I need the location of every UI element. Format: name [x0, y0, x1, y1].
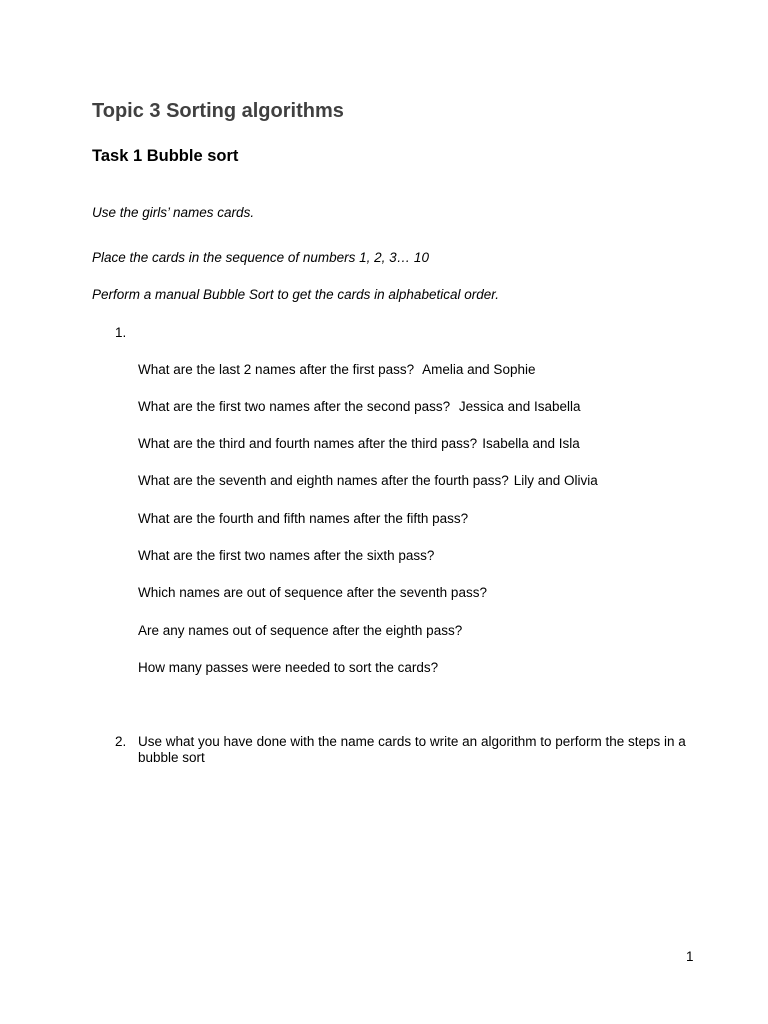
answer-text: Lily and Olivia — [513, 473, 598, 488]
item-2-text: Use what you have done with the name cards to write an algorithm to perform the steps in a bubble sort — [138, 734, 686, 765]
page-number: 1 — [686, 949, 694, 964]
question-3 — [138, 436, 580, 451]
question-2 — [138, 399, 580, 414]
question-text: What are the fourth and fifth names after the fifth pass? — [138, 511, 469, 526]
answer-text: Jessica and Isabella — [455, 399, 581, 414]
question-text: How many passes were needed to sort the cards? — [138, 660, 439, 675]
task-heading: Task 1 Bubble sort — [92, 147, 239, 165]
question-text: What are the last 2 names after the first pass? — [138, 362, 415, 377]
list-number-2: 2. — [115, 734, 127, 749]
question-text: What are the first two names after the sixth pass? — [138, 548, 435, 563]
page-title: Topic 3 Sorting algorithms — [92, 100, 344, 122]
question-7 — [138, 585, 492, 600]
question-text: Which names are out of sequence after the seventh pass? — [138, 585, 487, 600]
question-8 — [138, 623, 467, 638]
question-6 — [138, 548, 439, 563]
list-number-1: 1. — [115, 325, 127, 340]
question-4 — [138, 473, 598, 488]
instruction-1: Use the girls’ names cards. — [92, 205, 255, 220]
question-text: Are any names out of sequence after the eighth pass? — [138, 623, 463, 638]
question-text: What are the third and fourth names after the third pass? — [138, 436, 478, 451]
question-9 — [138, 660, 443, 675]
answer-text: Amelia and Sophie — [419, 362, 536, 377]
question-text: What are the first two names after the second pass? — [138, 399, 451, 414]
answer-text: Isabella and Isla — [482, 436, 580, 451]
instruction-3: Perform a manual Bubble Sort to get the cards in alphabetical order. — [92, 287, 499, 302]
question-text: What are the seventh and eighth names after the fourth pass? — [138, 473, 509, 488]
question-1 — [138, 362, 535, 377]
question-5 — [138, 511, 473, 526]
instruction-2: Place the cards in the sequence of numbers 1, 2, 3… 10 — [92, 250, 429, 265]
